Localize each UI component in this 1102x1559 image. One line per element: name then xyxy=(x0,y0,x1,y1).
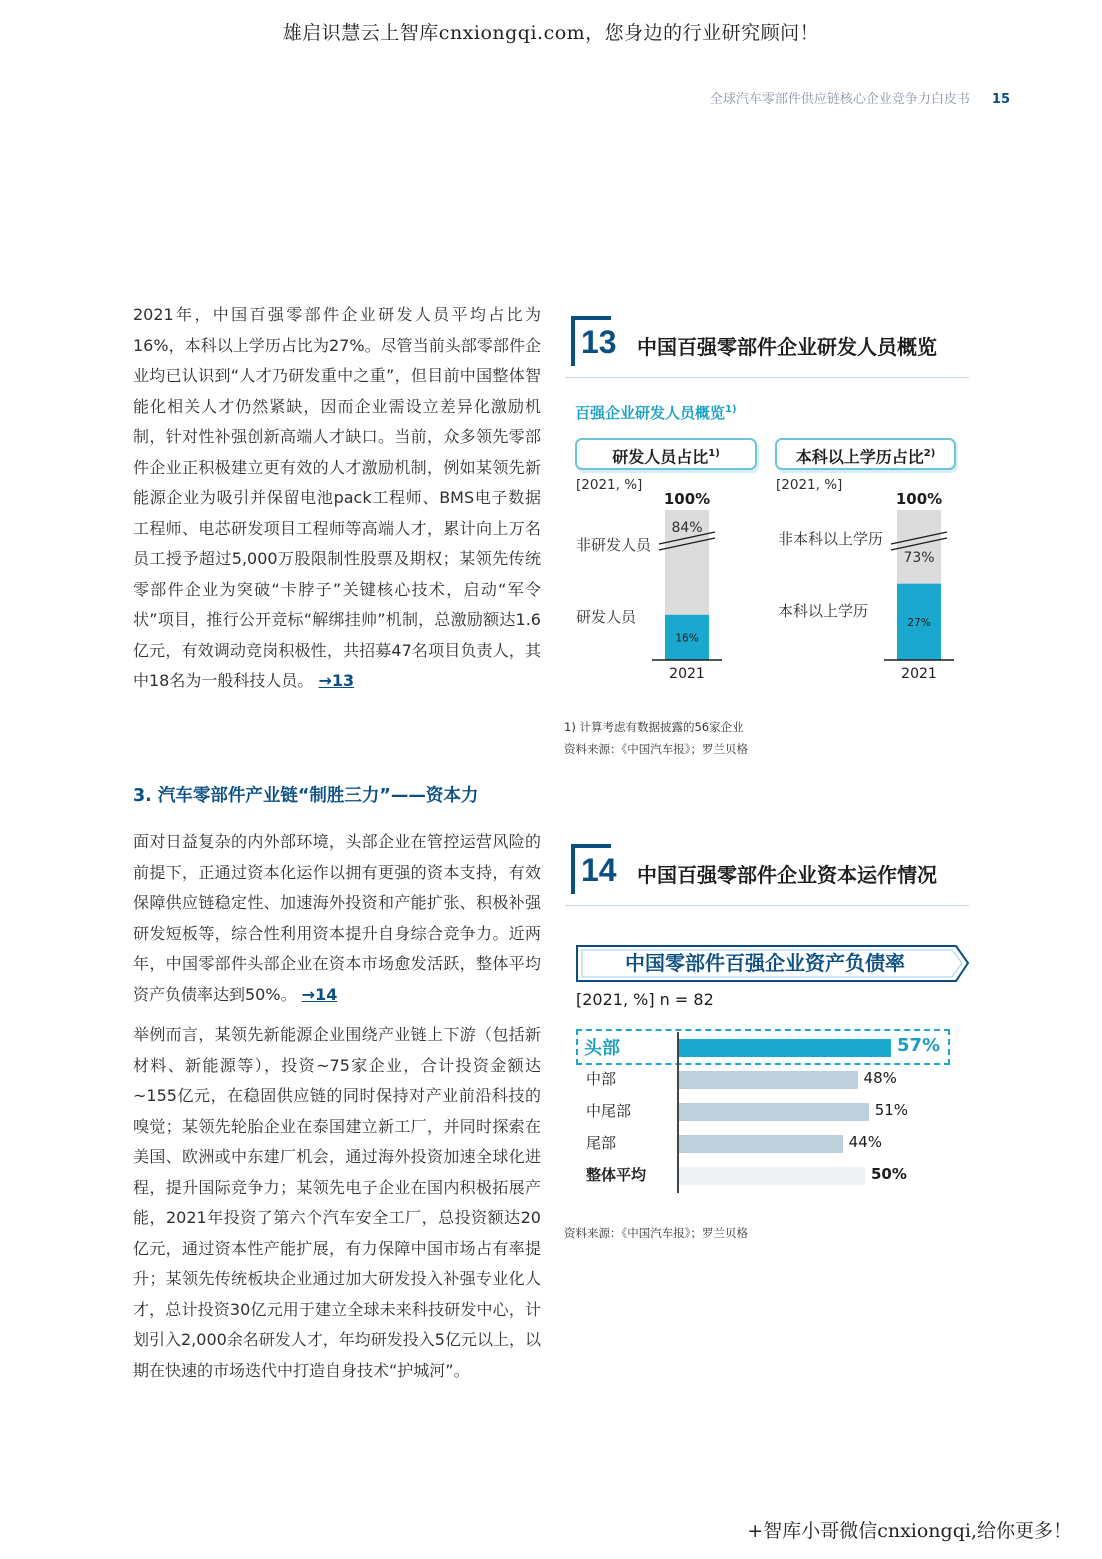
chart-degree-unit: [2021, %] xyxy=(776,477,843,493)
bar-category-label: 头部 xyxy=(584,1038,620,1059)
chart-rd-title: 研发人员占比$^{1)}$ xyxy=(575,438,757,470)
paragraph-examples: 举例而言，某领先新能源企业围绕产业链上下游（包括新材料、新能源等），投资~75家企业，合计投资金额达~155亿元，在稳固供应链的同时保持对产业前沿科技的嗅觉；某领先轮胎企业在泰国建立新工厂，并同时探索在美国、欧洲或中东建厂机会，通过海外投资加速全球化进程，提升国际竞争力；某领先电子企业在国内积极拓展产能，2021年投资了第六个汽车安全工厂，总投资额达20亿元，通过资本性产能扩展，有力保障中国市场占有率提升；某领先传统板块企业通过加大研发投入补强专业化人才，总计投资30亿元用于建立全球未来科技研发中心，计划引入2,000余名研发人才，年均研发投入5亿元以上，以期在快速的市场迭代中打造自身技术“护城河”。 xyxy=(133,1025,541,1380)
rd-lower-label: 16% xyxy=(675,632,699,645)
chart-debt-unit: [2021, %] n = 82 xyxy=(576,990,714,1009)
paragraph-text: 面对日益复杂的内外部环境，头部企业在管控运营风险的前提下，正通过资本化运作以拥有更强的资本支持，有效保障供应链稳定性、加速海外投资和产能扩张、积极补强研发短板等，综合性利用资本提升自身综合竞争力。近两年，中国零部件头部企业在资本市场愈发活跃，整体平均资产负债率达到50%。 xyxy=(133,832,541,1004)
legend-rd: 研发人员 xyxy=(576,608,637,626)
chart-rd-unit: [2021, %] xyxy=(576,477,643,493)
rd-upper-label: 84% xyxy=(671,520,703,536)
page-number: 15 xyxy=(991,92,1010,107)
bar xyxy=(679,1135,843,1153)
chart-debt-banner xyxy=(576,945,968,981)
exhibit-bracket xyxy=(571,316,575,366)
bar-category-label: 中尾部 xyxy=(586,1102,632,1120)
divider xyxy=(565,905,969,906)
bar xyxy=(679,1167,865,1185)
legend-non-degree: 非本科以上学历 xyxy=(778,530,884,548)
exhibit-number: 13 xyxy=(581,324,617,360)
bar xyxy=(679,1103,869,1121)
exhibit-13-header xyxy=(565,312,969,382)
bar-value-label: 50% xyxy=(871,1165,907,1183)
degree-lower-label: 27% xyxy=(907,616,931,629)
divider xyxy=(565,377,969,378)
watermark-bottom: +智库小哥微信cnxiongqi,给你更多！ xyxy=(747,1520,1072,1542)
exhibit-14-source: 资料来源：《中国汽车报》；罗兰贝格 xyxy=(564,1226,748,1240)
exhibit-14-link[interactable]: →14 xyxy=(301,984,338,1004)
exhibit-14-header xyxy=(565,840,969,910)
paragraph-capital xyxy=(133,827,541,1010)
running-header xyxy=(710,88,1010,107)
legend-non-rd: 非研发人员 xyxy=(576,536,652,554)
degree-total-label: 100% xyxy=(895,490,943,508)
exhibit-bracket xyxy=(571,844,575,894)
bar-category-label: 整体平均 xyxy=(586,1166,647,1184)
exhibit-bracket xyxy=(571,316,611,320)
exhibit-bracket xyxy=(571,844,611,848)
paragraph-text: 2021年，中国百强零部件企业研发人员平均占比为16%，本科以上学历占比为27%。尽管当前头部零部件企业均已认识到“人才乃研发重中之重”，但目前中国整体智能化相关人才仍然紧缺，因而企业需设立差异化激励机制，针对性补强创新高端人才缺口。当前，众多领先零部件企业正积极建立更有效的人才激励机制，例如某领先新能源企业为吸引并保留电池pack工程师、BMS电子数据工程师、电芯研发项目工程师等高端人才，累计向上万名员工授予超过5,000万股限制性股票及期权；某领先传统零部件企业为突破“卡脖子”关键核心技术，启动“军令状”项目，推行公开竞标“解绑挂帅”机制，总激励额达1.6亿元，有效调动竞岗积极性，共招募47名项目负责人，其中18名为一般科技人员。 xyxy=(133,305,541,690)
section-heading-capital: 3. 汽车零部件产业链“制胜三力”——资本力 xyxy=(133,786,479,806)
degree-upper-label: 73% xyxy=(903,550,935,566)
degree-category-label: 2021 xyxy=(901,666,937,682)
watermark-top: 雄启识慧云上智库cnxiongqi.com，您身边的行业研究顾问！ xyxy=(282,22,820,44)
chart-debt-title: 中国零部件百强企业资产负债率 xyxy=(625,951,905,975)
bar-category-label: 中部 xyxy=(586,1070,617,1088)
rd-total-label: 100% xyxy=(663,490,711,508)
bar xyxy=(679,1039,891,1057)
report-title: 全球汽车零部件供应链核心企业竞争力白皮书 xyxy=(709,92,970,107)
bar-value-label: 44% xyxy=(848,1133,883,1151)
legend-degree: 本科以上学历 xyxy=(778,602,869,620)
exhibit-13-link[interactable]: →13 xyxy=(318,671,355,690)
exhibit-13-footnote: 1) 计算考虑有数据披露的56家企业 xyxy=(564,720,744,734)
exhibit-title: 中国百强零部件企业资本运作情况 xyxy=(637,863,937,887)
paragraph-rd-talent xyxy=(133,300,541,697)
exhibit-13-subtitle: 百强企业研发人员概览$^{1)}$ xyxy=(575,404,737,422)
exhibit-number: 14 xyxy=(581,852,617,888)
bar-value-label: 48% xyxy=(863,1069,897,1087)
bar xyxy=(679,1071,858,1089)
degree-break-gap xyxy=(891,534,947,544)
exhibit-title: 中国百强零部件企业研发人员概览 xyxy=(637,335,937,359)
bar-value-label: 57% xyxy=(897,1035,941,1056)
bar-value-label: 51% xyxy=(874,1101,909,1119)
chart-degree-title: 本科以上学历占比$^{2)}$ xyxy=(775,438,956,470)
bar-category-label: 尾部 xyxy=(586,1134,617,1152)
exhibit-13-source: 资料来源：《中国汽车报》；罗兰贝格 xyxy=(564,742,748,756)
exhibit-13-stack-charts xyxy=(560,490,970,690)
rd-category-label: 2021 xyxy=(669,666,705,682)
